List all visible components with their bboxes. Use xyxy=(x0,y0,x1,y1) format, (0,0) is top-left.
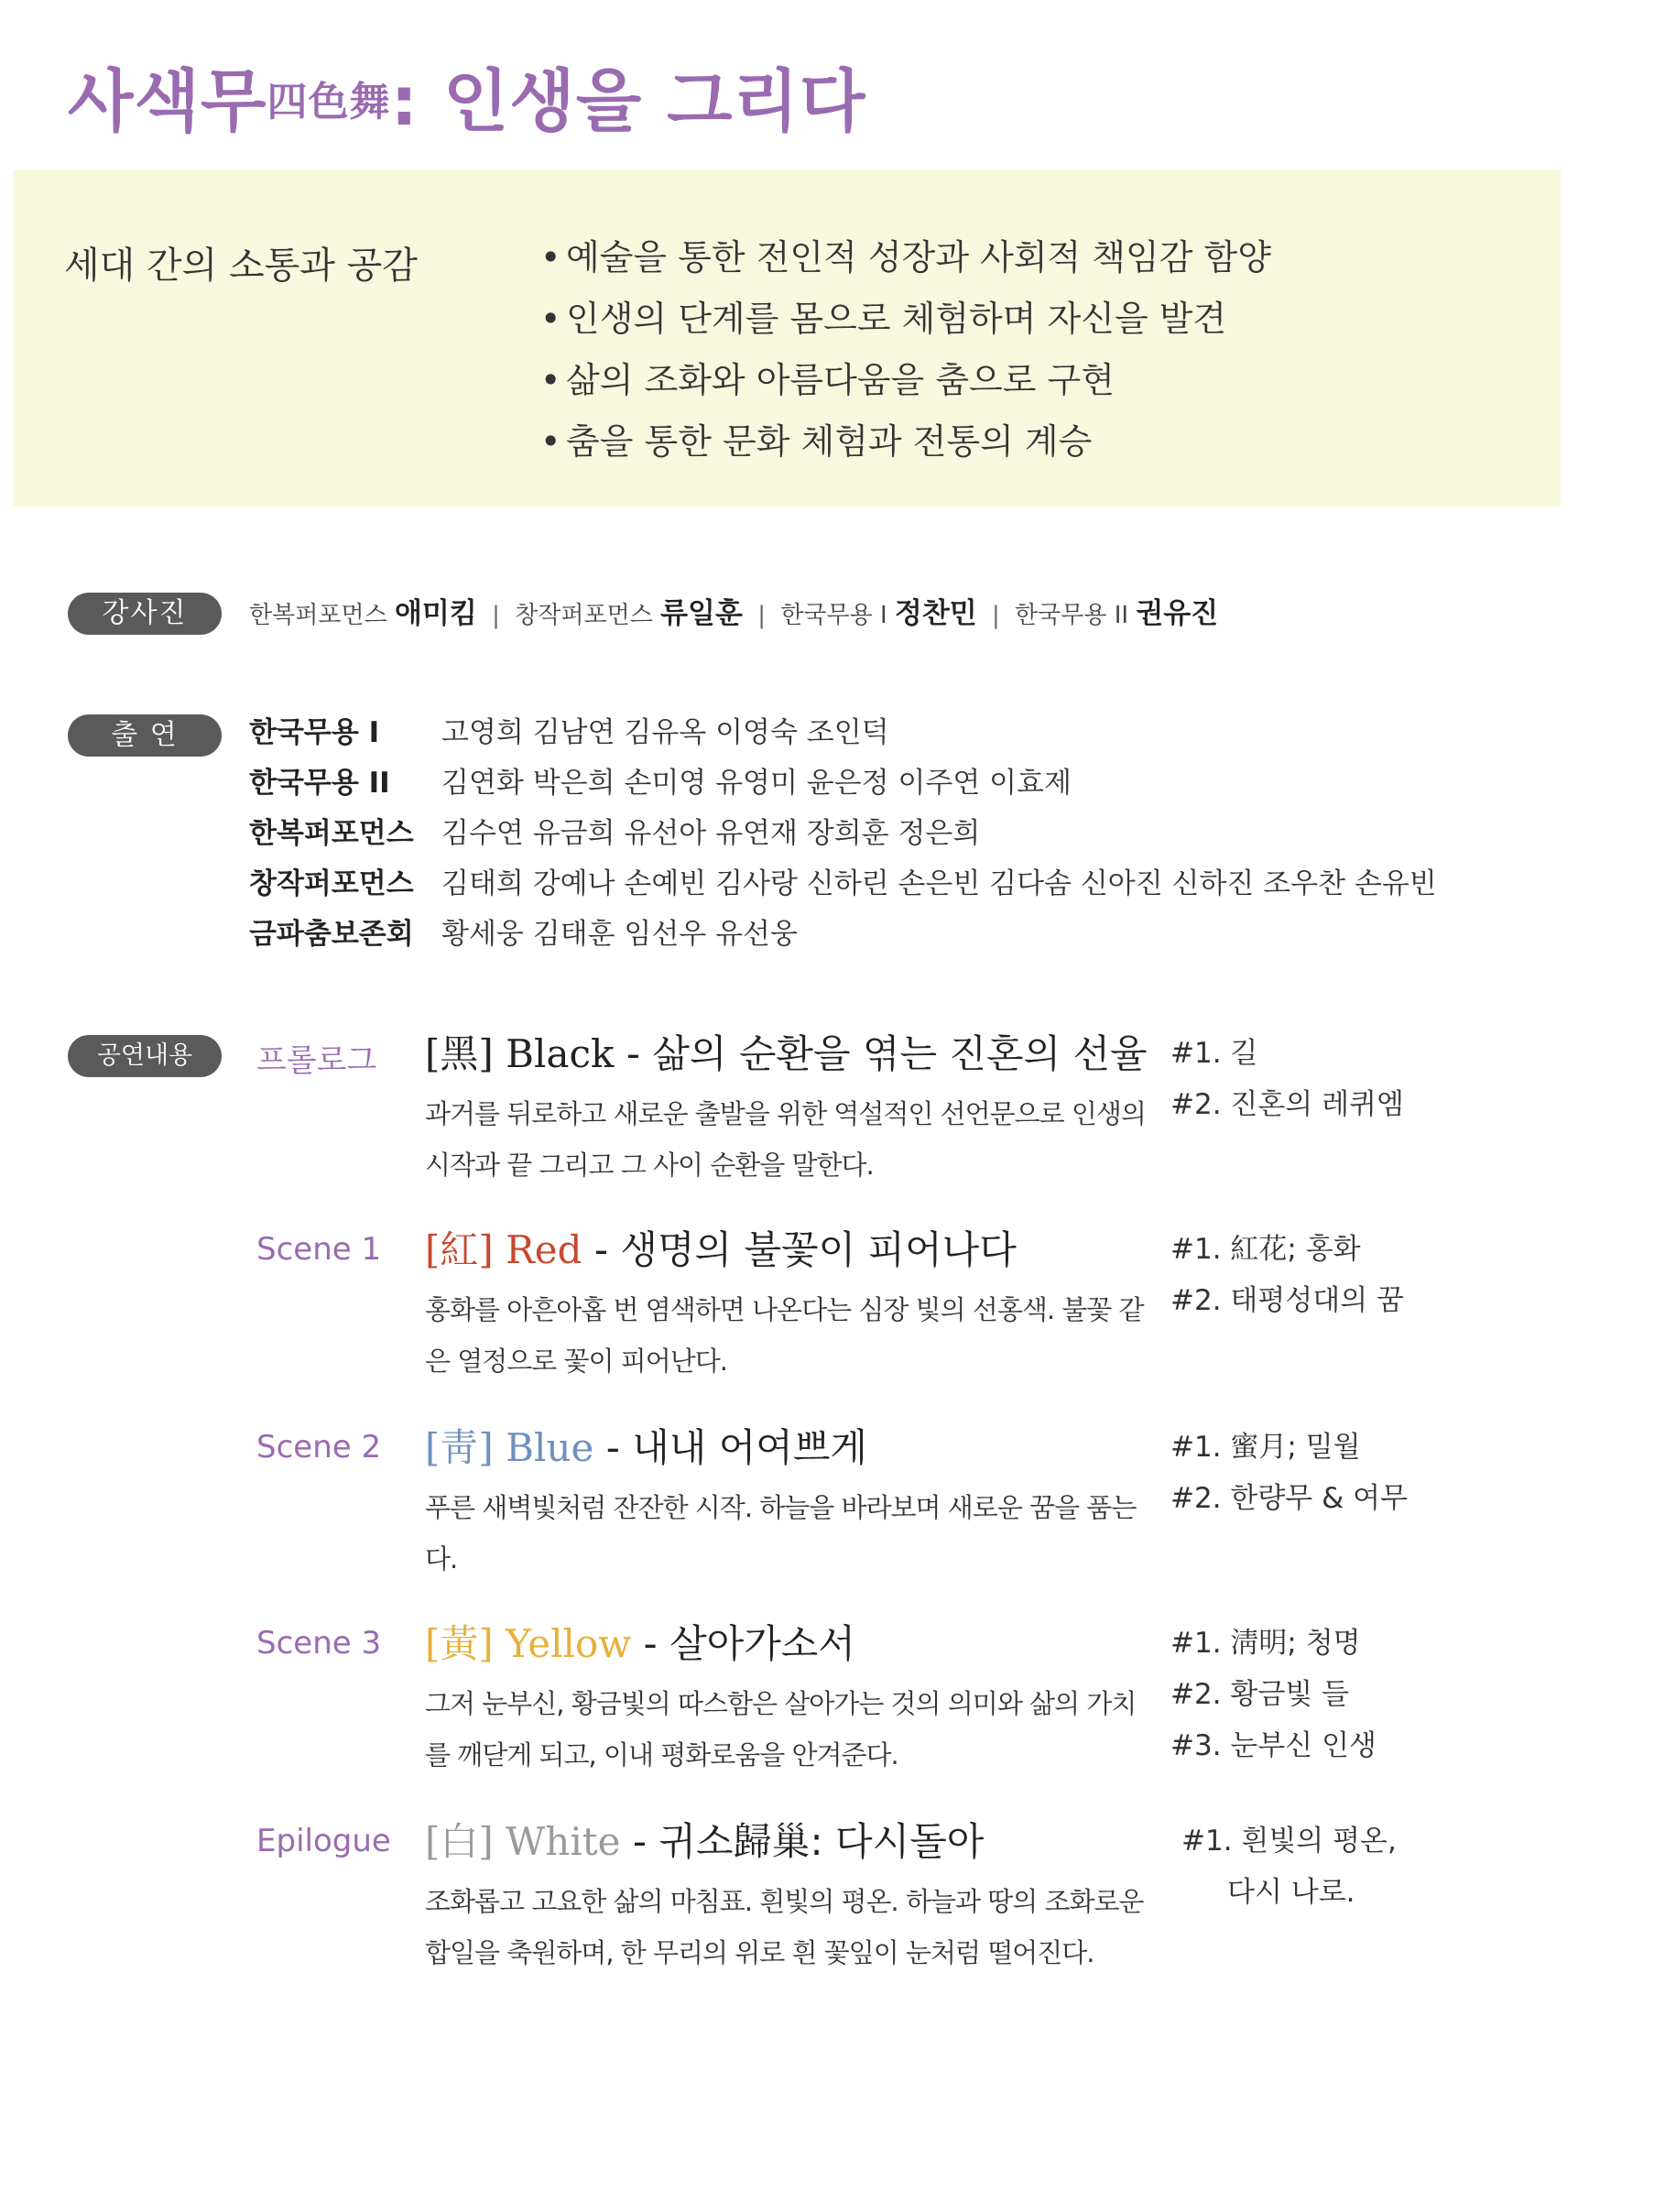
scene-description: 푸른 새벽빛처럼 잔잔한 시작. 하늘을 바라보며 새로운 꿈을 품는다. xyxy=(425,1492,1137,1575)
program-label: 공연내용 xyxy=(68,1035,222,1077)
instructor-name: 권유진 xyxy=(1136,597,1219,630)
scene-subtitle: 생명의 불꽃이 피어나다 xyxy=(620,1227,1017,1272)
scene-title xyxy=(425,1812,984,1867)
title-main: 사색무 xyxy=(68,62,267,141)
goal-text: 춤을 통한 문화 체험과 전통의 계승 xyxy=(566,421,1093,462)
title-hanja: 四色舞 xyxy=(267,79,391,125)
cast-row xyxy=(249,758,1437,809)
cast-names: 고영희 김남연 김유옥 이영숙 조인덕 xyxy=(441,716,889,749)
piece-item: #1. 紅花; 홍화 xyxy=(1170,1233,1361,1266)
piece-item: 다시 나로. xyxy=(1227,1876,1355,1909)
instructor-group: 한국무용 II xyxy=(1015,602,1129,629)
goal-text: 삶의 조화와 아름다움을 춤으로 구현 xyxy=(566,360,1115,400)
piece-list xyxy=(1170,1224,1404,1326)
scene-label: 프롤로그 xyxy=(256,1042,377,1079)
cast-names: 김연화 박은희 손미영 유영미 윤은정 이주연 이효제 xyxy=(441,767,1072,800)
piece-item: #1. 길 xyxy=(1170,1037,1258,1070)
cast-row xyxy=(249,708,1437,758)
title-dash: - xyxy=(593,1227,609,1272)
bullet-icon: • xyxy=(540,360,561,400)
cast-group: 한국무용 I xyxy=(249,716,380,749)
goal-text: 예술을 통한 전인적 성장과 사회적 책임감 함양 xyxy=(566,237,1271,278)
piece-item: #2. 한량무 & 여무 xyxy=(1170,1482,1409,1515)
instructor-group: 한복퍼포먼스 xyxy=(249,602,387,629)
scene-subtitle: 내내 어여쁘게 xyxy=(632,1425,868,1470)
scene-hanja: [白] xyxy=(425,1819,494,1864)
piece-list xyxy=(1170,1422,1408,1524)
instructor-name: 애미킴 xyxy=(394,597,477,630)
scene-label: Scene 2 xyxy=(256,1429,382,1466)
intro-heading: 세대 간의 소통과 공감 xyxy=(64,245,418,287)
cast-row xyxy=(249,910,1437,960)
divider: | xyxy=(992,602,1000,629)
piece-item: #2. 태평성대의 꿈 xyxy=(1170,1284,1404,1317)
divider: | xyxy=(757,602,766,629)
piece-list xyxy=(1170,1028,1404,1130)
instructor-name: 류일훈 xyxy=(660,597,743,630)
goal-item xyxy=(540,411,1271,473)
title-separator: : xyxy=(390,62,419,141)
cast-label: 출 연 xyxy=(68,714,222,757)
scene-color-word: Blue xyxy=(506,1425,594,1470)
scene-hanja: [黑] xyxy=(425,1031,494,1076)
scene-title xyxy=(425,1220,1017,1275)
piece-item: #1. 흰빛의 평온, xyxy=(1181,1825,1397,1858)
cast-group: 금파춤보존회 xyxy=(249,918,414,951)
piece-item: #2. 황금빛 들 xyxy=(1170,1678,1350,1711)
scene-description: 홍화를 아흔아홉 번 염색하면 나온다는 심장 빛의 선홍색. 불꽃 같은 열정으로 꽃이 피어난다. xyxy=(425,1294,1144,1377)
scene-description: 조화롭고 고요한 삶의 마침표. 흰빛의 평온. 하늘과 땅의 조화로운 합일을 축원하며, 한 무리의 위로 흰 꽃잎이 눈처럼 떨어진다. xyxy=(425,1886,1144,1968)
piece-item: #1. 淸明; 청명 xyxy=(1170,1627,1361,1660)
piece-item: #1. 蜜月; 밀월 xyxy=(1170,1431,1361,1464)
bullet-icon: • xyxy=(540,299,561,339)
scene-color-word: Red xyxy=(506,1227,582,1272)
piece-list xyxy=(1170,1618,1377,1771)
cast-names: 황세웅 김태훈 임선우 유선웅 xyxy=(441,918,798,951)
title-dash: - xyxy=(632,1819,648,1864)
scene-title xyxy=(425,1614,855,1669)
instructor-group: 한국무용 I xyxy=(780,602,887,629)
cast-group: 창작퍼포먼스 xyxy=(249,867,414,900)
scene-subtitle: 귀소歸巢: 다시돌아 xyxy=(658,1819,985,1864)
goal-item xyxy=(540,350,1271,411)
scene-title xyxy=(425,1418,867,1473)
cast-names: 김수연 유금희 유선아 유연재 장희훈 정은희 xyxy=(441,817,981,850)
instructor-group: 창작퍼포먼스 xyxy=(515,602,653,629)
goal-list xyxy=(540,227,1271,473)
scene-hanja: [靑] xyxy=(425,1425,494,1470)
title-dash: - xyxy=(643,1621,658,1666)
title-dash: - xyxy=(605,1425,620,1470)
bullet-icon: • xyxy=(540,421,561,462)
scene-title xyxy=(425,1024,1148,1079)
cast-list xyxy=(249,708,1437,960)
goal-text: 인생의 단계를 몸으로 체험하며 자신을 발견 xyxy=(566,299,1227,339)
goal-item xyxy=(540,227,1271,289)
scene-color-word: Yellow xyxy=(506,1621,632,1666)
scene-description: 그저 눈부신, 황금빛의 따스함은 살아가는 것의 의미와 삶의 가치를 깨닫게 되고, 이내 평화로움을 안겨준다. xyxy=(425,1688,1137,1771)
cast-group: 한국무용 II xyxy=(249,767,390,800)
title-dash: - xyxy=(626,1031,640,1076)
instructors-label: 강사진 xyxy=(68,593,222,635)
piece-item: #3. 눈부신 인생 xyxy=(1170,1729,1377,1762)
scene-label: Epilogue xyxy=(256,1823,391,1859)
scene-label: Scene 1 xyxy=(256,1231,382,1268)
instructors-list xyxy=(249,595,1218,634)
scene-color-word: White xyxy=(506,1819,621,1864)
cast-row xyxy=(249,859,1437,910)
cast-names: 김태희 강예나 손예빈 김사랑 신하린 손은빈 김다솜 신아진 신하진 조우찬 손유빈 xyxy=(441,867,1437,900)
page-title xyxy=(68,48,865,145)
scene-hanja: [紅] xyxy=(425,1227,494,1272)
scene-hanja: [黃] xyxy=(425,1621,494,1666)
title-rest: 인생을 그리다 xyxy=(442,62,866,141)
scene-label: Scene 3 xyxy=(256,1625,382,1662)
scene-subtitle: 살아가소서 xyxy=(669,1621,855,1666)
scene-color-word: Black xyxy=(506,1031,615,1076)
piece-item: #2. 진혼의 레퀴엠 xyxy=(1170,1088,1404,1121)
divider: | xyxy=(492,602,500,629)
cast-group: 한복퍼포먼스 xyxy=(249,817,414,850)
piece-list xyxy=(1181,1815,1397,1918)
cast-row xyxy=(249,809,1437,859)
instructor-name: 정찬민 xyxy=(894,597,977,630)
goal-item xyxy=(540,289,1271,350)
scene-subtitle: 삶의 순환을 엮는 진혼의 선율 xyxy=(652,1031,1148,1076)
bullet-icon: • xyxy=(540,237,561,278)
scene-description: 과거를 뒤로하고 새로운 출발을 위한 역설적인 선언문으로 인생의 시작과 끝 그리고 그 사이 순환을 말한다. xyxy=(425,1098,1146,1181)
